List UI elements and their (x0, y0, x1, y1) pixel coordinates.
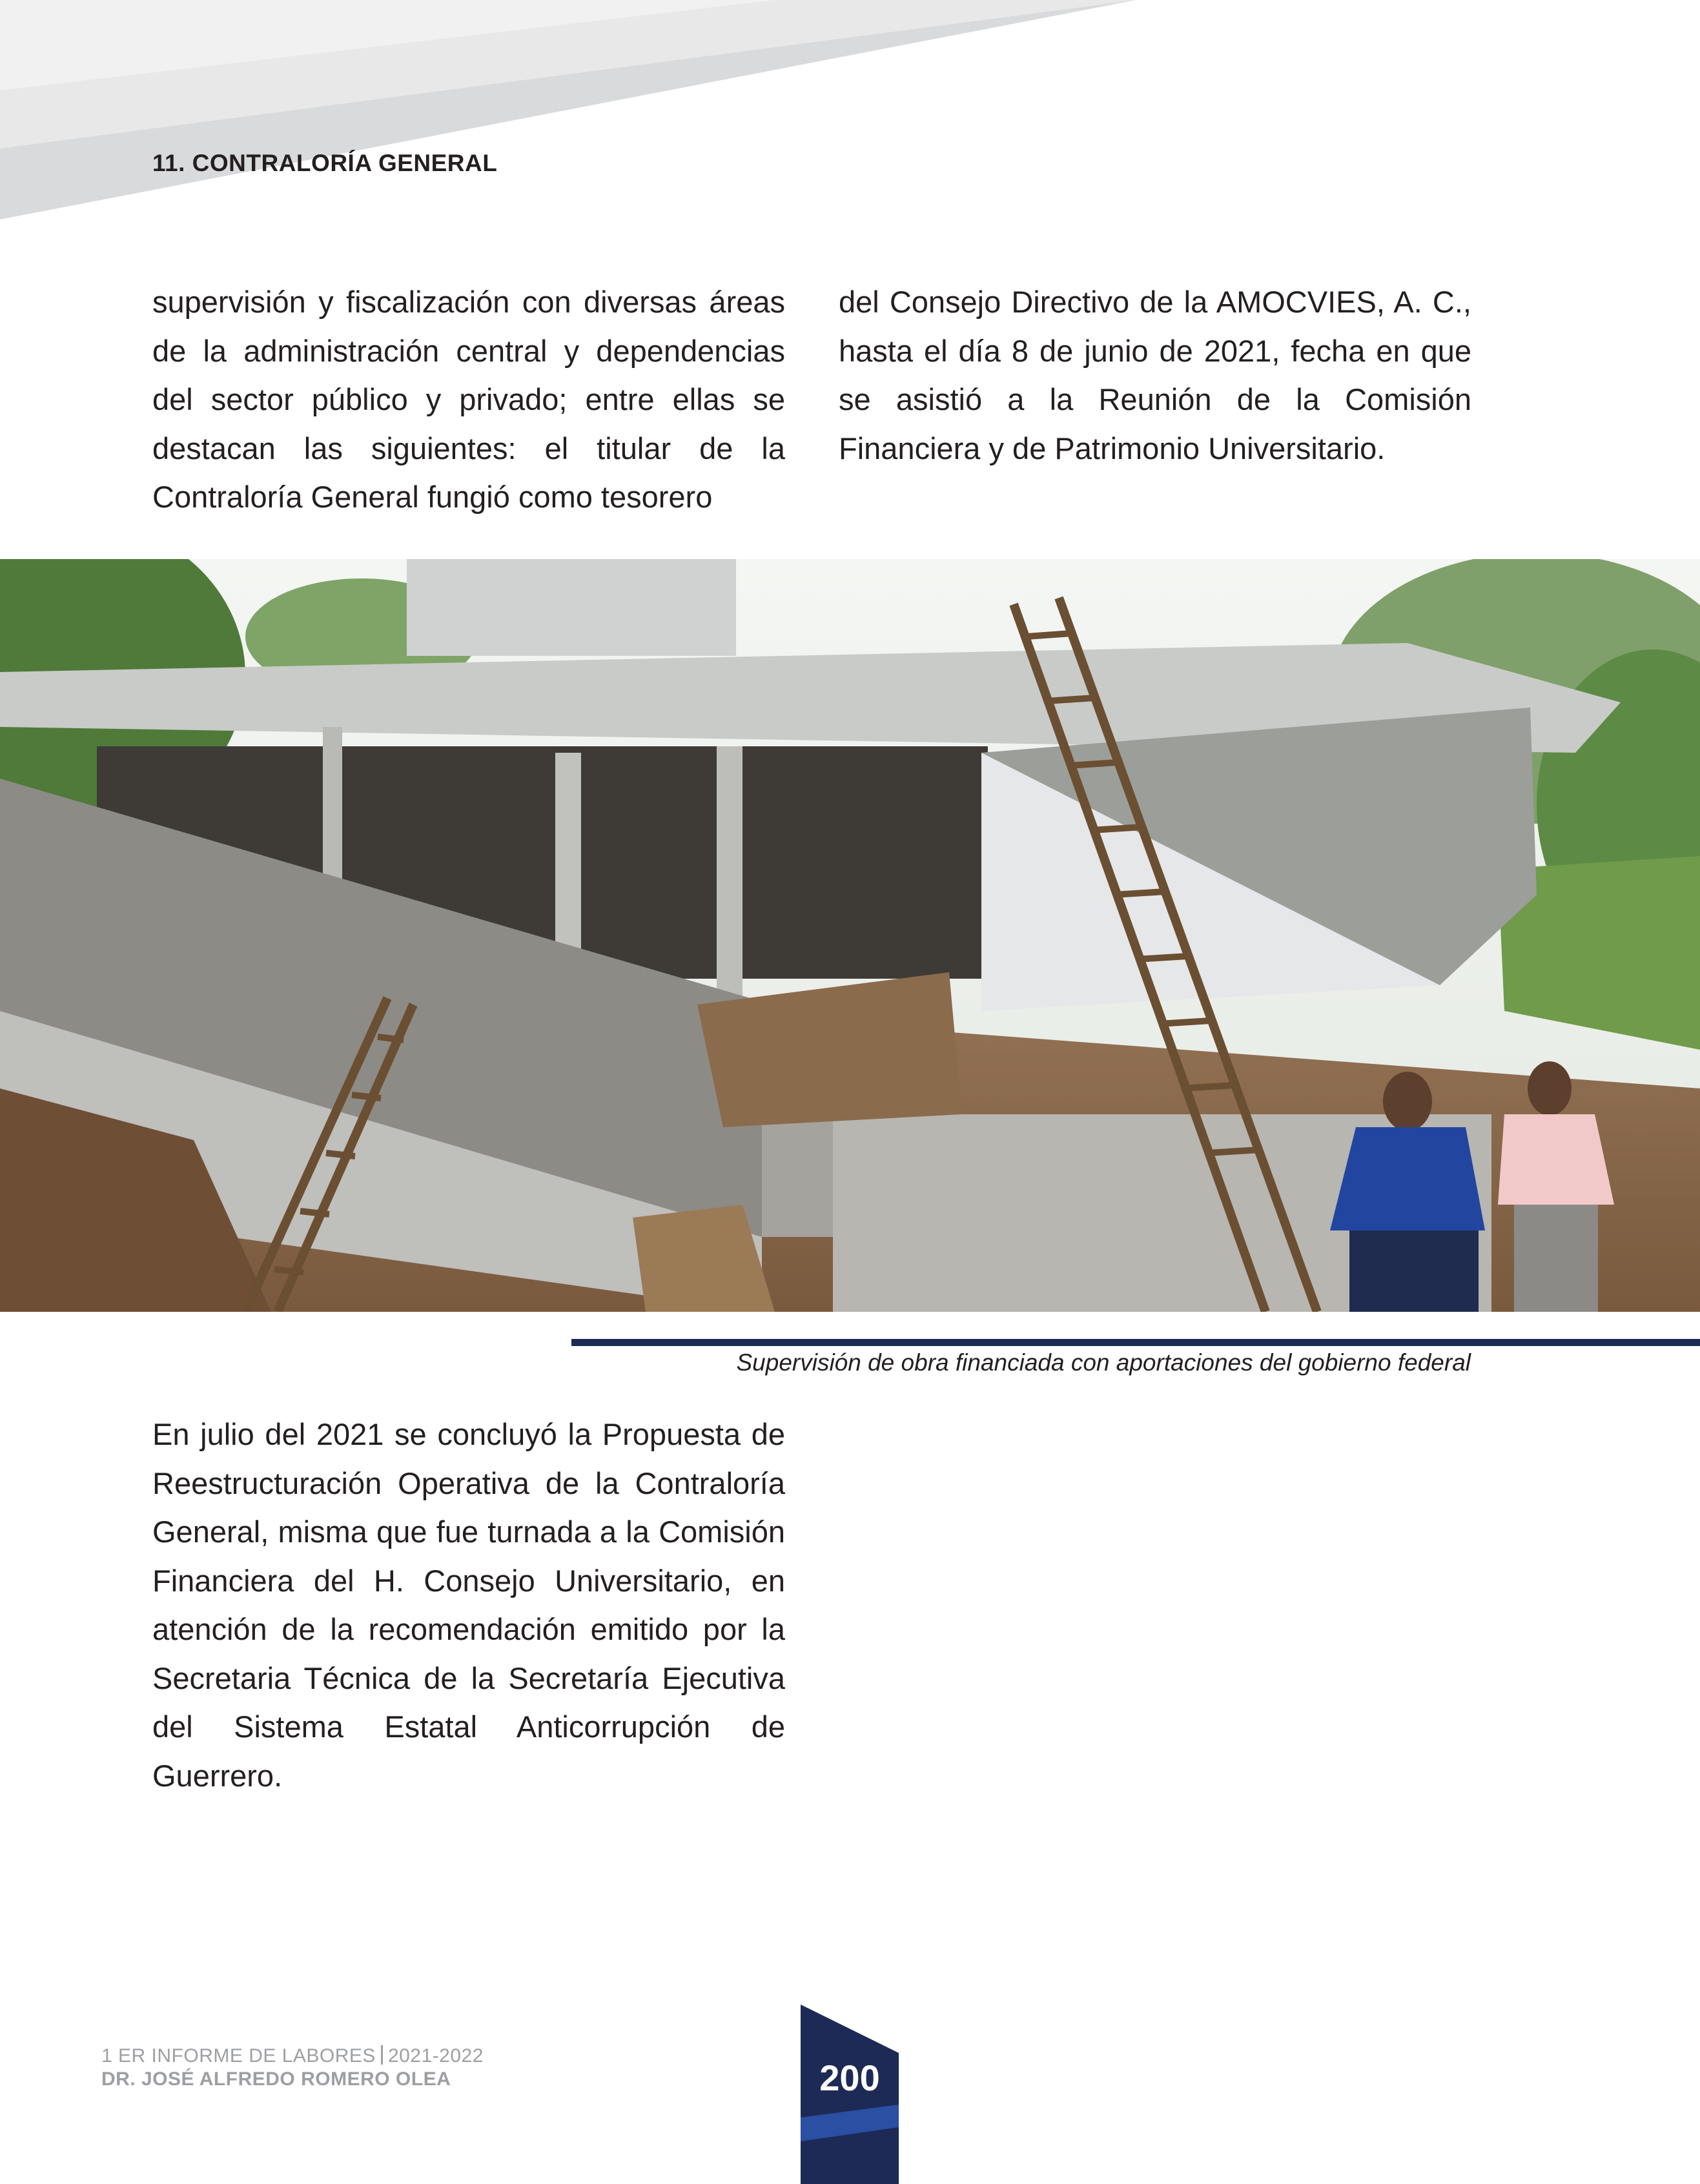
footer-report-line (101, 2045, 484, 2067)
photo-caption: Supervisión de obra financiada con aportaciones del gobierno federal (736, 1349, 1471, 1376)
section-title: 11. CONTRALORÍA GENERAL (152, 150, 498, 176)
footer-separator (381, 2045, 383, 2065)
header-decoration (0, 0, 1136, 219)
caption-divider (571, 1339, 1700, 1346)
footer-period: 2021-2022 (387, 2045, 484, 2067)
construction-site-photo (0, 559, 1700, 1312)
right-column-text: del Consejo Directivo de la AMOCVIES, A. C., hasta el día 8 de junio de 2021, fecha en que se asistió a la Reunión de la Comisión Financiera y de Patrimonio Universitario. (839, 285, 1471, 465)
lower-paragraph-text: En julio del 2021 se concluyó la Propuesta de Reestructuración Operativa de la Contraloría General, misma que fue turnada a la Comisión Financiera del H. Consejo Universitario, en atención de la recomendación emitido por la Secretaria Técnica de la Secretaría Ejecutiva del Sistema Estatal Anticorrupción de Guerrero. (152, 1417, 785, 1793)
page-number: 200 (819, 2057, 880, 2098)
left-column-text: supervisión y fiscalización con diversas áreas de la administración central y dependencias del sector público y privado; entre ellas se destacan las siguientes: el titular de la Contraloría General fungió como tesorero (152, 285, 785, 514)
footer-author: DR. JOSÉ ALFREDO ROMERO OLEA (101, 2068, 451, 2090)
footer-report-title: 1 ER INFORME DE LABORES (101, 2045, 376, 2067)
